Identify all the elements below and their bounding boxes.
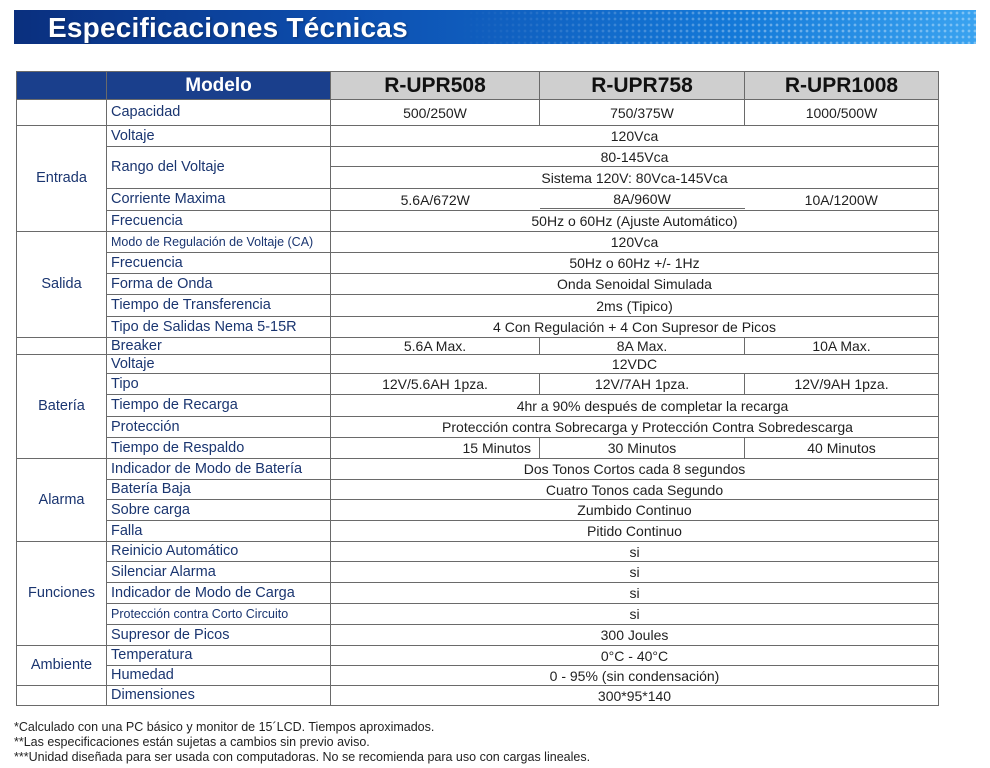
category-blank (17, 100, 107, 126)
cell-bateria-tipo-758: 12V/7AH 1pza. (540, 374, 745, 395)
category-funciones: Funciones (17, 542, 107, 646)
cell-recarga: 4hr a 90% después de completar la recarga (331, 395, 939, 417)
row-capacidad (17, 100, 939, 126)
row-label-transferencia: Tiempo de Transferencia (107, 295, 331, 317)
row-entrada-voltaje (17, 126, 939, 147)
category-blank (17, 686, 107, 706)
row-proteccion (17, 417, 939, 438)
row-label-bateria-baja: Batería Baja (107, 480, 331, 500)
row-label-reinicio: Reinicio Automático (107, 542, 331, 562)
row-temperatura (17, 646, 939, 666)
cell-capacidad-1008: 1000/500W (745, 100, 939, 126)
cell-respaldo-758: 30 Minutos (540, 438, 745, 459)
cell-respaldo-508: 15 Minutos (331, 438, 540, 459)
row-humedad (17, 666, 939, 686)
row-label-modo-carga: Indicador de Modo de Carga (107, 583, 331, 604)
cell-bateria-baja: Cuatro Tonos cada Segundo (331, 480, 939, 500)
product-header-r-upr1008: R-UPR1008 (745, 72, 939, 100)
cell-bateria-tipo-1008: 12V/9AH 1pza. (745, 374, 939, 395)
cell-corriente-508: 5.6A/672W (331, 189, 540, 211)
cell-breaker-758: 8A Max. (540, 338, 745, 355)
category-alarma: Alarma (17, 459, 107, 542)
cell-rango-voltaje: 80-145Vca (331, 147, 939, 167)
category-ambiente: Ambiente (17, 646, 107, 686)
row-recarga (17, 395, 939, 417)
cell-breaker-508: 5.6A Max. (331, 338, 540, 355)
row-entrada-frecuencia (17, 211, 939, 232)
row-bateria-voltaje (17, 355, 939, 374)
row-label-indicador-bateria: Indicador de Modo de Batería (107, 459, 331, 480)
row-regulacion (17, 232, 939, 253)
row-falla (17, 521, 939, 542)
cell-transferencia: 2ms (Tipico) (331, 295, 939, 317)
row-indicador-bateria (17, 459, 939, 480)
cell-indicador-bateria: Dos Tonos Cortos cada 8 segundos (331, 459, 939, 480)
cell-entrada-voltaje: 120Vca (331, 126, 939, 147)
row-label-falla: Falla (107, 521, 331, 542)
header-row (17, 72, 939, 100)
cell-reinicio: si (331, 542, 939, 562)
row-supresor (17, 625, 939, 646)
footnote-2: **Las especificaciones están sujetas a cambios sin previo aviso. (14, 735, 370, 749)
row-label-bateria-tipo: Tipo (107, 374, 331, 395)
title-banner (14, 10, 976, 44)
row-label-tipo-salidas: Tipo de Salidas Nema 5-15R (107, 317, 331, 338)
row-label-corto-circuito: Protección contra Corto Circuito (107, 604, 331, 625)
row-corto-circuito (17, 604, 939, 625)
row-label-recarga: Tiempo de Recarga (107, 395, 331, 417)
row-label-regulacion: Modo de Regulación de Voltaje (CA) (107, 232, 331, 253)
cell-humedad: 0 - 95% (sin condensación) (331, 666, 939, 686)
product-header-r-upr508: R-UPR508 (331, 72, 540, 100)
row-sobrecarga (17, 500, 939, 521)
cell-forma-onda: Onda Senoidal Simulada (331, 274, 939, 295)
cell-regulacion: 120Vca (331, 232, 939, 253)
row-label-respaldo: Tiempo de Respaldo (107, 438, 331, 459)
row-label-dimensiones: Dimensiones (107, 686, 331, 706)
row-label-capacidad: Capacidad (107, 100, 331, 126)
row-bateria-tipo (17, 374, 939, 395)
footnote-3: ***Unidad diseñada para ser usada con computadoras. No se recomienda para uso con cargas lineales. (14, 750, 591, 764)
category-salida: Salida (17, 232, 107, 338)
cell-silenciar: si (331, 562, 939, 583)
row-label-humedad: Humedad (107, 666, 331, 686)
row-label-sobrecarga: Sobre carga (107, 500, 331, 521)
row-breaker (17, 338, 939, 355)
spec-table (16, 71, 939, 706)
footnote-1: *Calculado con una PC básico y monitor de 15´LCD. Tiempos aproximados. (14, 720, 435, 734)
cell-salida-frecuencia: 50Hz o 60Hz +/- 1Hz (331, 253, 939, 274)
row-label-supresor: Supresor de Picos (107, 625, 331, 646)
category-blank (17, 338, 107, 355)
cell-corto-circuito: si (331, 604, 939, 625)
cell-temperatura: 0°C - 40°C (331, 646, 939, 666)
cell-corriente-1008: 10A/1200W (745, 189, 939, 211)
cell-modo-carga: si (331, 583, 939, 604)
row-bateria-baja (17, 480, 939, 500)
page-title: Especificaciones Técnicas (48, 12, 408, 43)
row-label-corriente-maxima: Corriente Maxima (107, 189, 331, 211)
row-tipo-salidas (17, 317, 939, 338)
row-dimensiones (17, 686, 939, 706)
cell-bateria-tipo-508: 12V/5.6AH 1pza. (331, 374, 540, 395)
row-label-forma-onda: Forma de Onda (107, 274, 331, 295)
product-header-r-upr758: R-UPR758 (540, 72, 745, 100)
row-transferencia (17, 295, 939, 317)
category-entrada: Entrada (17, 126, 107, 232)
cell-breaker-1008: 10A Max. (745, 338, 939, 355)
row-label-breaker: Breaker (107, 338, 331, 355)
row-label-temperatura: Temperatura (107, 646, 331, 666)
row-label-rango-voltaje: Rango del Voltaje (107, 147, 331, 189)
row-label-proteccion: Protección (107, 417, 331, 438)
cell-dimensiones: 300*95*140 (331, 686, 939, 706)
cell-tipo-salidas: 4 Con Regulación + 4 Con Supresor de Picos (331, 317, 939, 338)
row-forma-onda (17, 274, 939, 295)
cell-entrada-frecuencia: 50Hz o 60Hz (Ajuste Automático) (331, 211, 939, 232)
row-salida-frecuencia (17, 253, 939, 274)
row-rango-voltaje (17, 147, 939, 167)
cell-supresor: 300 Joules (331, 625, 939, 646)
category-bateria: Batería (17, 355, 107, 459)
row-corriente-maxima (17, 189, 939, 209)
row-label-bateria-voltaje: Voltaje (107, 355, 331, 374)
row-label-voltaje: Voltaje (107, 126, 331, 147)
cell-capacidad-508: 500/250W (331, 100, 540, 126)
cell-rango-sistema: Sistema 120V: 80Vca-145Vca (331, 167, 939, 189)
row-label-frecuencia: Frecuencia (107, 211, 331, 232)
row-label-silenciar: Silenciar Alarma (107, 562, 331, 583)
cell-corriente-758: 8A/960W (540, 189, 745, 209)
row-modo-carga (17, 583, 939, 604)
cell-capacidad-758: 750/375W (540, 100, 745, 126)
row-respaldo (17, 438, 939, 459)
row-label-salida-frecuencia: Frecuencia (107, 253, 331, 274)
footnotes (14, 720, 590, 765)
cell-falla: Pitido Continuo (331, 521, 939, 542)
cell-bateria-voltaje: 12VDC (331, 355, 939, 374)
cell-sobrecarga: Zumbido Continuo (331, 500, 939, 521)
cell-proteccion: Protección contra Sobrecarga y Protección Contra Sobredescarga (331, 417, 939, 438)
header-blank-cell (17, 72, 107, 100)
row-silenciar (17, 562, 939, 583)
cell-respaldo-1008: 40 Minutos (745, 438, 939, 459)
banner-dot-pattern (456, 10, 976, 44)
model-header: Modelo (107, 72, 331, 100)
row-reinicio (17, 542, 939, 562)
